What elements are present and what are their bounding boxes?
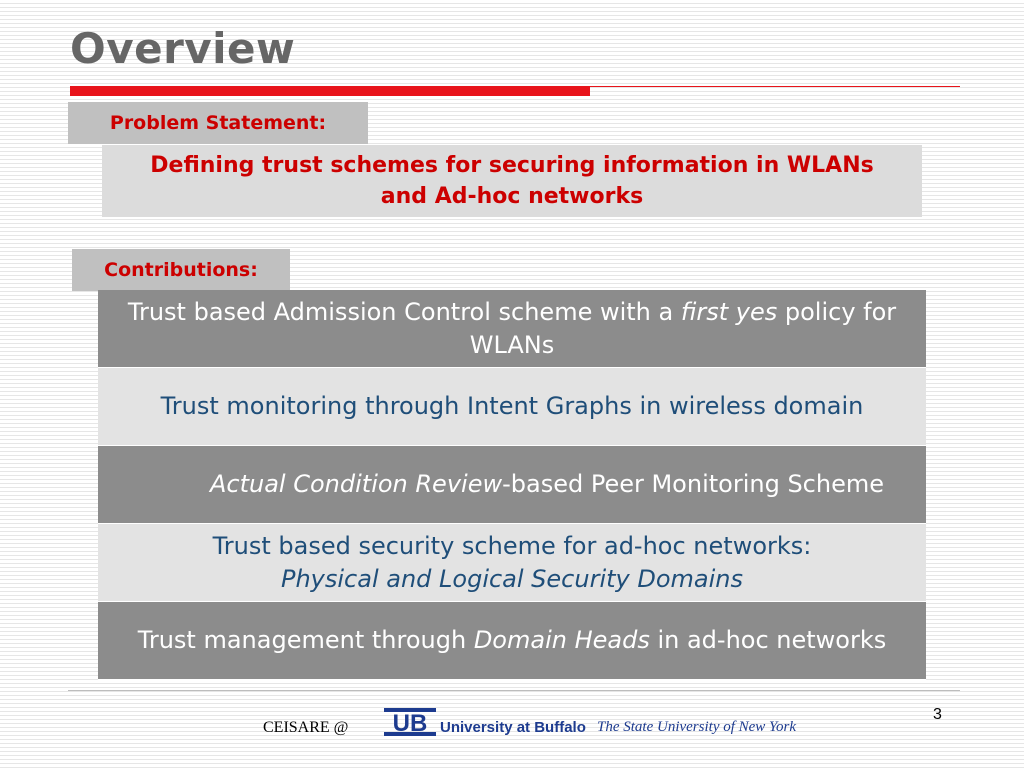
contribution-row (98, 446, 926, 524)
university-name: University at Buffalo (440, 719, 586, 736)
contribution-row (98, 368, 926, 446)
footer-divider (68, 690, 960, 691)
contribution-row (98, 290, 926, 368)
contributions-label: Contributions: (72, 249, 290, 291)
footer-ceisare-text: CEISARE @ (263, 719, 349, 736)
ub-logo-letters: UB (392, 710, 428, 737)
contributions-table (98, 290, 926, 680)
contribution-row (98, 524, 926, 602)
slide-title: Overview (70, 24, 296, 73)
contribution-text: Actual Condition Review-based Peer Monitoring Scheme (209, 470, 884, 498)
suny-name: The State University of New York (597, 719, 797, 735)
contribution-text: Trust monitoring through Intent Graphs in wireless domain (160, 392, 864, 420)
problem-statement-label: Problem Statement: (68, 102, 368, 144)
ub-logo-icon (384, 706, 436, 738)
ub-logo (384, 706, 436, 742)
contribution-text: Trust based security scheme for ad-hoc networks: Physical and Logical Security Domains (212, 531, 812, 593)
contribution-text: Trust management through Domain Heads in ad-hoc networks (137, 626, 887, 654)
title-underline-red (70, 86, 590, 96)
problem-statement-box (102, 145, 922, 217)
problem-statement-text: Defining trust schemes for securing information in WLANs and Ad-hoc networks (150, 153, 874, 209)
title-underline-thin (590, 86, 960, 87)
contribution-row (98, 602, 926, 680)
page-number: 3 (933, 706, 942, 723)
contribution-text: Trust based Admission Control scheme with a first yes policy for WLANs (127, 297, 897, 359)
